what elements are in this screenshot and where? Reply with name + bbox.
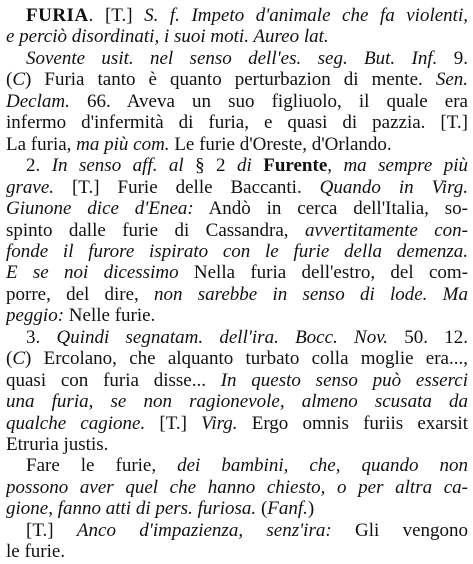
text-line <box>6 540 468 564</box>
text-run: Nelle furie. <box>64 305 156 327</box>
italic-text: Anco d'impazienza, senz'ira: <box>76 519 332 541</box>
italic-text: Quindi segnatam. dell'ira. Bocc. Nov. <box>56 326 388 348</box>
text-run: [T.] <box>26 519 77 541</box>
text-run: . [T.] <box>88 5 145 26</box>
text-run: 50. 12. <box>388 326 468 348</box>
text-run: ) <box>307 498 315 520</box>
text-line <box>6 433 468 457</box>
text-line <box>6 47 468 71</box>
italic-text: grave. <box>6 176 55 198</box>
text-run: Fare le furie, <box>26 455 178 477</box>
italic-text: non sarebbe in senso di lode. Ma <box>154 283 468 305</box>
italic-text: Sen. <box>435 69 468 91</box>
text-run: porre, del dire, <box>6 283 155 305</box>
text-line <box>6 154 468 178</box>
text-run: ) Furia tanto è quanto perturbazion di mente. <box>25 69 436 91</box>
text-run: Etruria justis. <box>6 434 109 455</box>
text-line <box>6 261 468 285</box>
text-line <box>6 90 468 114</box>
italic-text: Sovente usit. nel senso dell'es. seg. But. Inf. <box>26 47 438 69</box>
italic-text: In questo senso può esserci <box>220 369 468 391</box>
italic-text: Declam. <box>6 90 70 112</box>
italic-text: E se noi dicessimo <box>6 262 179 284</box>
text-run: le furie. <box>6 541 66 563</box>
text-line <box>6 176 468 200</box>
text-line <box>6 326 468 350</box>
dictionary-entry <box>6 0 468 563</box>
text-line <box>6 454 468 478</box>
text-line <box>6 476 468 500</box>
text-line <box>6 25 468 49</box>
italic-text: Quando in Virg. <box>319 176 468 198</box>
italic-text: una furia, se non ragionevole, almeno scusata da <box>6 391 468 413</box>
italic-text: C <box>12 348 26 370</box>
text-run: Gli vengono <box>331 519 468 541</box>
text-run: Andò in cerca dell'Italia, so- <box>193 198 468 220</box>
text-run: ( <box>6 348 13 370</box>
text-line <box>6 304 468 328</box>
text-line <box>6 412 468 436</box>
text-run: [T.] Furie delle Baccanti. <box>54 176 320 198</box>
text-run: 3. <box>26 326 57 348</box>
italic-text: , ma sempre più <box>327 155 468 177</box>
italic-text: Virg. <box>201 412 238 434</box>
text-run: ( <box>6 69 13 91</box>
text-line <box>6 240 468 264</box>
italic-text: peggio: <box>6 305 65 327</box>
italic-text: fonde il furore ispirato con le furie della demenza. <box>6 240 468 262</box>
italic-text: dei bambini, che, quando non <box>177 455 468 477</box>
text-line <box>6 347 468 371</box>
italic-text: qualche cagione. <box>6 412 146 434</box>
text-line <box>6 4 468 28</box>
text-line <box>6 283 468 307</box>
italic-text: di <box>237 155 252 177</box>
text-line <box>6 133 468 157</box>
italic-text: avvertitamente con- <box>304 219 468 241</box>
text-line <box>6 219 468 243</box>
text-line <box>6 68 468 92</box>
text-run: quasi con furia disse... <box>6 369 221 391</box>
text-run: ) Ercolano, che alquanto turbato colla moglie era..., <box>25 348 468 370</box>
text-run: spinto dalle furie di Cassandra, <box>6 219 305 241</box>
text-line <box>6 111 468 135</box>
italic-text: Fanf. <box>267 498 308 520</box>
text-line <box>6 390 468 414</box>
headword-text: Furente <box>251 155 328 177</box>
text-run: Ergo omnis furiis exarsit <box>237 412 468 434</box>
text-run: 2. <box>26 155 52 177</box>
text-line <box>6 497 468 521</box>
text-run: La furia, <box>6 133 77 155</box>
italic-text: S. f. Impeto d'animale che fa violenti, <box>144 5 468 26</box>
italic-text: gione, fanno atti di pers. furiosa. <box>6 498 257 520</box>
text-line <box>6 197 468 221</box>
italic-text: In senso aff. al <box>51 155 184 177</box>
text-run: Le furie d'Oreste, d'Orlando. <box>169 133 392 155</box>
text-run: ( <box>256 498 268 520</box>
text-run: Nella furia dell'estro, del com- <box>178 262 468 284</box>
italic-text: e perciò disordinati, i suoi moti. Aureo lat. <box>6 26 329 48</box>
text-run: § 2 <box>183 155 238 177</box>
text-line <box>6 519 468 543</box>
text-run: [T.] <box>145 412 202 434</box>
text-run: 9. <box>437 47 468 69</box>
italic-text: ma più com. <box>76 133 170 155</box>
headword-text: FURIA <box>26 5 89 26</box>
italic-text: Giunone dice d'Enea: <box>6 198 194 220</box>
italic-text: possono aver quel che hanno chiesto, o per altra ca- <box>6 476 468 498</box>
text-run: infermo d'infermità di furia, e quasi di pazzia. [T.] <box>6 112 468 134</box>
italic-text: C <box>12 69 26 91</box>
text-run: 66. Aveva un suo figliuolo, il quale era <box>69 90 468 112</box>
text-line <box>6 369 468 393</box>
